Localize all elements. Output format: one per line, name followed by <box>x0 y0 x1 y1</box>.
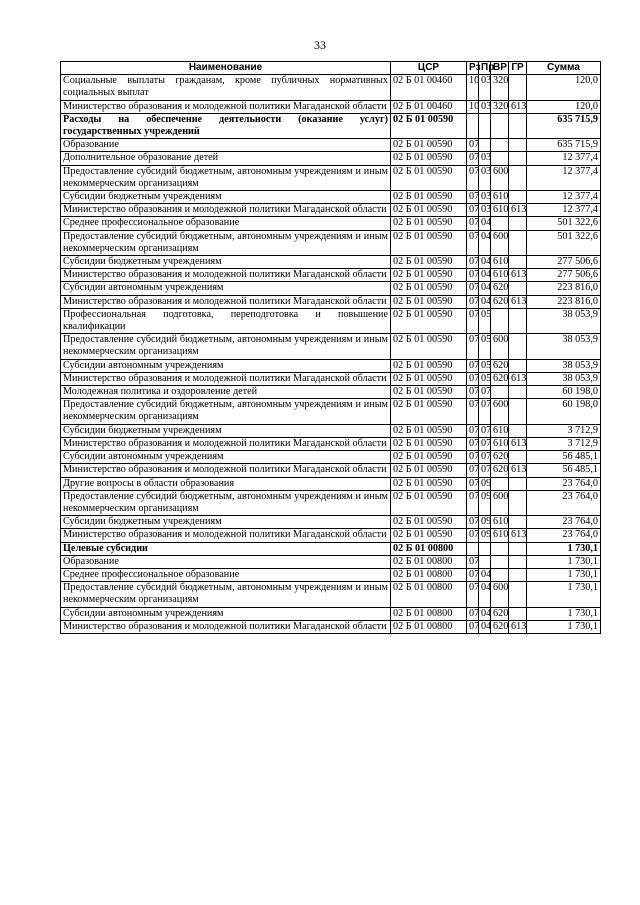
cell-pr: 09 <box>479 516 491 529</box>
table-row <box>61 529 601 542</box>
cell-rz: 07 <box>467 399 479 424</box>
cell-gr: 613 <box>509 295 527 308</box>
cell-gr: 613 <box>509 529 527 542</box>
cell-csr: 02 Б 01 00800 <box>391 620 467 633</box>
cell-gr <box>509 424 527 437</box>
cell-gr <box>509 582 527 607</box>
cell-vr <box>491 542 509 555</box>
cell-pr: 03 <box>479 165 491 190</box>
cell-vr: 620 <box>491 607 509 620</box>
cell-pr: 04 <box>479 620 491 633</box>
cell-rz: 10 <box>467 75 479 100</box>
cell-csr: 02 Б 01 00800 <box>391 542 467 555</box>
cell-sum: 23 764,0 <box>527 529 601 542</box>
cell-gr <box>509 75 527 100</box>
cell-gr <box>509 139 527 152</box>
table-row <box>61 464 601 477</box>
cell-name: Молодежная политика и оздоровление детей <box>61 386 391 399</box>
cell-pr: 03 <box>479 204 491 217</box>
table-row <box>61 424 601 437</box>
cell-name: Субсидии бюджетным учреждениям <box>61 516 391 529</box>
cell-vr: 610 <box>491 529 509 542</box>
cell-name: Субсидии автономным учреждениям <box>61 451 391 464</box>
cell-vr <box>491 386 509 399</box>
cell-vr: 620 <box>491 451 509 464</box>
cell-vr <box>491 555 509 568</box>
cell-pr: 05 <box>479 359 491 372</box>
table-row <box>61 451 601 464</box>
cell-pr: 07 <box>479 451 491 464</box>
cell-csr: 02 Б 01 00590 <box>391 424 467 437</box>
header-rz: Рз <box>467 62 479 75</box>
cell-name: Целевые субсидии <box>61 542 391 555</box>
cell-name: Среднее профессиональное образование <box>61 217 391 230</box>
cell-csr: 02 Б 01 00800 <box>391 555 467 568</box>
cell-rz: 07 <box>467 256 479 269</box>
cell-vr: 610 <box>491 516 509 529</box>
cell-rz: 07 <box>467 490 479 515</box>
cell-name: Субсидии автономным учреждениям <box>61 607 391 620</box>
cell-pr: 05 <box>479 308 491 333</box>
cell-sum: 38 053,9 <box>527 334 601 359</box>
table-row <box>61 568 601 581</box>
table-row <box>61 399 601 424</box>
cell-name: Дополнительное образование детей <box>61 152 391 165</box>
cell-sum: 223 816,0 <box>527 282 601 295</box>
cell-pr: 03 <box>479 191 491 204</box>
cell-csr: 02 Б 01 00590 <box>391 451 467 464</box>
cell-csr: 02 Б 01 00590 <box>391 359 467 372</box>
cell-vr: 620 <box>491 359 509 372</box>
cell-rz: 07 <box>467 359 479 372</box>
cell-pr: 09 <box>479 490 491 515</box>
header-gr: ГР <box>509 62 527 75</box>
cell-vr <box>491 308 509 333</box>
cell-vr: 610 <box>491 204 509 217</box>
cell-rz: 07 <box>467 607 479 620</box>
cell-gr <box>509 308 527 333</box>
table-row <box>61 191 601 204</box>
table-row <box>61 75 601 100</box>
cell-name: Другие вопросы в области образования <box>61 477 391 490</box>
cell-rz: 07 <box>467 372 479 385</box>
cell-csr: 02 Б 01 00590 <box>391 282 467 295</box>
cell-gr: 613 <box>509 464 527 477</box>
cell-gr: 613 <box>509 204 527 217</box>
table-body <box>61 75 601 634</box>
cell-gr <box>509 359 527 372</box>
cell-pr: 07 <box>479 424 491 437</box>
cell-vr: 610 <box>491 437 509 450</box>
cell-csr: 02 Б 01 00590 <box>391 256 467 269</box>
cell-pr <box>479 555 491 568</box>
table-row <box>61 230 601 255</box>
cell-vr: 620 <box>491 620 509 633</box>
cell-name: Министерство образования и молодежной политики Магаданской области <box>61 100 391 113</box>
cell-sum: 3 712,9 <box>527 437 601 450</box>
cell-pr: 03 <box>479 100 491 113</box>
cell-sum: 120,0 <box>527 100 601 113</box>
cell-vr <box>491 568 509 581</box>
table-row <box>61 256 601 269</box>
cell-csr: 02 Б 01 00590 <box>391 477 467 490</box>
cell-vr <box>491 113 509 138</box>
table-row <box>61 516 601 529</box>
cell-sum: 38 053,9 <box>527 308 601 333</box>
cell-sum: 501 322,6 <box>527 217 601 230</box>
cell-pr: 04 <box>479 295 491 308</box>
cell-gr <box>509 399 527 424</box>
page-number: 33 <box>314 38 326 52</box>
cell-rz: 07 <box>467 451 479 464</box>
cell-csr: 02 Б 01 00460 <box>391 75 467 100</box>
cell-vr <box>491 152 509 165</box>
cell-csr: 02 Б 01 00800 <box>391 582 467 607</box>
cell-name: Предоставление субсидий бюджетным, автономным учреждениям и иным некоммерческим организациям <box>61 334 391 359</box>
cell-name: Министерство образования и молодежной политики Магаданской области <box>61 437 391 450</box>
cell-sum: 23 764,0 <box>527 477 601 490</box>
cell-name: Субсидии бюджетным учреждениям <box>61 191 391 204</box>
cell-csr: 02 Б 01 00590 <box>391 191 467 204</box>
cell-csr: 02 Б 01 00590 <box>391 399 467 424</box>
table-row <box>61 372 601 385</box>
cell-sum: 223 816,0 <box>527 295 601 308</box>
cell-gr <box>509 607 527 620</box>
cell-sum: 1 730,1 <box>527 582 601 607</box>
cell-sum: 38 053,9 <box>527 372 601 385</box>
cell-name: Предоставление субсидий бюджетным, автономным учреждениям и иным некоммерческим организациям <box>61 582 391 607</box>
cell-rz: 07 <box>467 204 479 217</box>
cell-rz: 07 <box>467 516 479 529</box>
cell-csr: 02 Б 01 00590 <box>391 139 467 152</box>
table-row <box>61 269 601 282</box>
cell-rz <box>467 542 479 555</box>
cell-pr: 09 <box>479 529 491 542</box>
cell-pr <box>479 139 491 152</box>
cell-name: Предоставление субсидий бюджетным, автономным учреждениям и иным некоммерческим организациям <box>61 165 391 190</box>
cell-csr: 02 Б 01 00590 <box>391 217 467 230</box>
cell-sum: 23 764,0 <box>527 516 601 529</box>
cell-csr: 02 Б 01 00590 <box>391 529 467 542</box>
table-row <box>61 113 601 138</box>
cell-sum: 1 730,1 <box>527 620 601 633</box>
cell-rz: 07 <box>467 555 479 568</box>
table-row <box>61 620 601 633</box>
cell-pr: 05 <box>479 334 491 359</box>
cell-gr <box>509 217 527 230</box>
cell-vr: 620 <box>491 464 509 477</box>
table-row <box>61 282 601 295</box>
cell-csr: 02 Б 01 00590 <box>391 516 467 529</box>
cell-csr: 02 Б 01 00590 <box>391 464 467 477</box>
cell-sum: 23 764,0 <box>527 490 601 515</box>
cell-csr: 02 Б 01 00590 <box>391 490 467 515</box>
cell-rz: 07 <box>467 582 479 607</box>
cell-sum: 3 712,9 <box>527 424 601 437</box>
cell-vr: 610 <box>491 424 509 437</box>
cell-vr: 620 <box>491 282 509 295</box>
table-row <box>61 477 601 490</box>
cell-name: Субсидии бюджетным учреждениям <box>61 424 391 437</box>
cell-sum: 501 322,6 <box>527 230 601 255</box>
cell-name: Субсидии автономным учреждениям <box>61 282 391 295</box>
cell-sum: 1 730,1 <box>527 568 601 581</box>
cell-csr: 02 Б 01 00590 <box>391 165 467 190</box>
cell-sum: 12 377,4 <box>527 204 601 217</box>
cell-rz: 07 <box>467 139 479 152</box>
cell-vr: 600 <box>491 582 509 607</box>
cell-csr: 02 Б 01 00590 <box>391 295 467 308</box>
cell-gr <box>509 516 527 529</box>
cell-gr: 613 <box>509 269 527 282</box>
cell-name: Образование <box>61 555 391 568</box>
cell-gr <box>509 282 527 295</box>
cell-csr: 02 Б 01 00590 <box>391 386 467 399</box>
table-row <box>61 359 601 372</box>
cell-gr <box>509 490 527 515</box>
cell-name: Министерство образования и молодежной политики Магаданской области <box>61 204 391 217</box>
cell-gr <box>509 477 527 490</box>
cell-pr: 04 <box>479 607 491 620</box>
table-row <box>61 204 601 217</box>
cell-vr: 610 <box>491 191 509 204</box>
cell-vr <box>491 217 509 230</box>
cell-name: Министерство образования и молодежной политики Магаданской области <box>61 372 391 385</box>
cell-name: Министерство образования и молодежной политики Магаданской области <box>61 620 391 633</box>
table-row <box>61 152 601 165</box>
cell-name: Предоставление субсидий бюджетным, автономным учреждениям и иным некоммерческим организациям <box>61 399 391 424</box>
table-row <box>61 217 601 230</box>
cell-sum: 60 198,0 <box>527 386 601 399</box>
cell-rz <box>467 113 479 138</box>
cell-rz: 07 <box>467 217 479 230</box>
cell-gr <box>509 191 527 204</box>
table-row <box>61 490 601 515</box>
cell-gr <box>509 555 527 568</box>
cell-sum: 277 506,6 <box>527 269 601 282</box>
cell-rz: 10 <box>467 100 479 113</box>
cell-gr <box>509 542 527 555</box>
table-row <box>61 607 601 620</box>
cell-rz: 07 <box>467 437 479 450</box>
cell-sum: 60 198,0 <box>527 399 601 424</box>
cell-name: Министерство образования и молодежной политики Магаданской области <box>61 464 391 477</box>
cell-rz: 07 <box>467 464 479 477</box>
cell-rz: 07 <box>467 334 479 359</box>
cell-vr <box>491 477 509 490</box>
cell-vr: 320 <box>491 75 509 100</box>
cell-pr: 05 <box>479 372 491 385</box>
cell-name: Министерство образования и молодежной политики Магаданской области <box>61 269 391 282</box>
table-row <box>61 295 601 308</box>
cell-sum: 120,0 <box>527 75 601 100</box>
cell-sum: 12 377,4 <box>527 191 601 204</box>
cell-csr: 02 Б 01 00590 <box>391 372 467 385</box>
cell-csr: 02 Б 01 00800 <box>391 568 467 581</box>
cell-pr: 07 <box>479 399 491 424</box>
cell-vr: 610 <box>491 269 509 282</box>
cell-rz: 07 <box>467 308 479 333</box>
cell-csr: 02 Б 01 00590 <box>391 269 467 282</box>
table-row <box>61 437 601 450</box>
cell-pr: 03 <box>479 152 491 165</box>
cell-pr: 04 <box>479 269 491 282</box>
table-row <box>61 555 601 568</box>
header-sum: Сумма <box>527 62 601 75</box>
header-csr: ЦСР <box>391 62 467 75</box>
cell-sum: 635 715,9 <box>527 139 601 152</box>
cell-rz: 07 <box>467 165 479 190</box>
table-row <box>61 386 601 399</box>
cell-csr: 02 Б 01 00590 <box>391 334 467 359</box>
cell-gr: 613 <box>509 437 527 450</box>
cell-vr: 620 <box>491 295 509 308</box>
header-vr: ВР <box>491 62 509 75</box>
cell-csr: 02 Б 01 00590 <box>391 152 467 165</box>
cell-rz: 07 <box>467 152 479 165</box>
cell-vr: 600 <box>491 399 509 424</box>
cell-name: Предоставление субсидий бюджетным, автономным учреждениям и иным некоммерческим организациям <box>61 490 391 515</box>
cell-sum: 38 053,9 <box>527 359 601 372</box>
cell-pr: 09 <box>479 477 491 490</box>
cell-vr: 600 <box>491 165 509 190</box>
budget-table <box>60 61 601 634</box>
cell-gr <box>509 230 527 255</box>
table-row <box>61 100 601 113</box>
cell-rz: 07 <box>467 295 479 308</box>
cell-name: Предоставление субсидий бюджетным, автономным учреждениям и иным некоммерческим организациям <box>61 230 391 255</box>
cell-rz: 07 <box>467 568 479 581</box>
cell-gr <box>509 568 527 581</box>
table-row <box>61 334 601 359</box>
cell-vr: 600 <box>491 230 509 255</box>
cell-csr: 02 Б 01 00590 <box>391 204 467 217</box>
cell-sum: 1 730,1 <box>527 555 601 568</box>
cell-name: Профессиональная подготовка, переподготовка и повышение квалификации <box>61 308 391 333</box>
cell-rz: 07 <box>467 620 479 633</box>
cell-gr <box>509 152 527 165</box>
cell-sum: 12 377,4 <box>527 152 601 165</box>
cell-rz: 07 <box>467 424 479 437</box>
table-row <box>61 139 601 152</box>
cell-pr: 07 <box>479 464 491 477</box>
table-row <box>61 308 601 333</box>
cell-csr: 02 Б 01 00800 <box>391 607 467 620</box>
cell-name: Министерство образования и молодежной политики Магаданской области <box>61 295 391 308</box>
cell-name: Субсидии автономным учреждениям <box>61 359 391 372</box>
cell-pr <box>479 542 491 555</box>
cell-rz: 07 <box>467 191 479 204</box>
cell-rz: 07 <box>467 282 479 295</box>
table-row <box>61 582 601 607</box>
cell-pr: 07 <box>479 437 491 450</box>
cell-pr <box>479 113 491 138</box>
header-name: Наименование <box>61 62 391 75</box>
cell-vr: 600 <box>491 490 509 515</box>
cell-sum: 1 730,1 <box>527 542 601 555</box>
cell-gr <box>509 386 527 399</box>
cell-csr: 02 Б 01 00460 <box>391 100 467 113</box>
cell-gr <box>509 256 527 269</box>
cell-pr: 04 <box>479 230 491 255</box>
cell-name: Среднее профессиональное образование <box>61 568 391 581</box>
cell-pr: 07 <box>479 386 491 399</box>
cell-gr <box>509 451 527 464</box>
table-row <box>61 542 601 555</box>
cell-csr: 02 Б 01 00590 <box>391 437 467 450</box>
cell-rz: 07 <box>467 386 479 399</box>
cell-name: Субсидии бюджетным учреждениям <box>61 256 391 269</box>
cell-csr: 02 Б 01 00590 <box>391 308 467 333</box>
cell-gr <box>509 334 527 359</box>
table-row <box>61 165 601 190</box>
cell-gr <box>509 165 527 190</box>
cell-rz: 07 <box>467 269 479 282</box>
cell-pr: 04 <box>479 256 491 269</box>
cell-sum: 12 377,4 <box>527 165 601 190</box>
cell-vr: 600 <box>491 334 509 359</box>
cell-pr: 03 <box>479 75 491 100</box>
cell-gr: 613 <box>509 372 527 385</box>
cell-pr: 04 <box>479 282 491 295</box>
cell-sum: 56 485,1 <box>527 464 601 477</box>
cell-rz: 07 <box>467 477 479 490</box>
cell-name: Расходы на обеспечение деятельности (оказание услуг) государственных учреждений <box>61 113 391 138</box>
cell-pr: 04 <box>479 582 491 607</box>
cell-csr: 02 Б 01 00590 <box>391 113 467 138</box>
cell-gr <box>509 113 527 138</box>
cell-pr: 04 <box>479 568 491 581</box>
cell-csr: 02 Б 01 00590 <box>391 230 467 255</box>
cell-vr <box>491 139 509 152</box>
cell-rz: 07 <box>467 529 479 542</box>
cell-sum: 1 730,1 <box>527 607 601 620</box>
cell-sum: 277 506,6 <box>527 256 601 269</box>
cell-vr: 610 <box>491 256 509 269</box>
cell-sum: 56 485,1 <box>527 451 601 464</box>
cell-name: Министерство образования и молодежной политики Магаданской области <box>61 529 391 542</box>
cell-name: Образование <box>61 139 391 152</box>
cell-vr: 320 <box>491 100 509 113</box>
cell-pr: 04 <box>479 217 491 230</box>
cell-vr: 620 <box>491 372 509 385</box>
cell-sum: 635 715,9 <box>527 113 601 138</box>
header-pr: Пр <box>479 62 491 75</box>
cell-gr: 613 <box>509 620 527 633</box>
cell-name: Социальные выплаты гражданам, кроме публичных нормативных социальных выплат <box>61 75 391 100</box>
cell-rz: 07 <box>467 230 479 255</box>
cell-gr: 613 <box>509 100 527 113</box>
table-header-row <box>61 62 601 75</box>
